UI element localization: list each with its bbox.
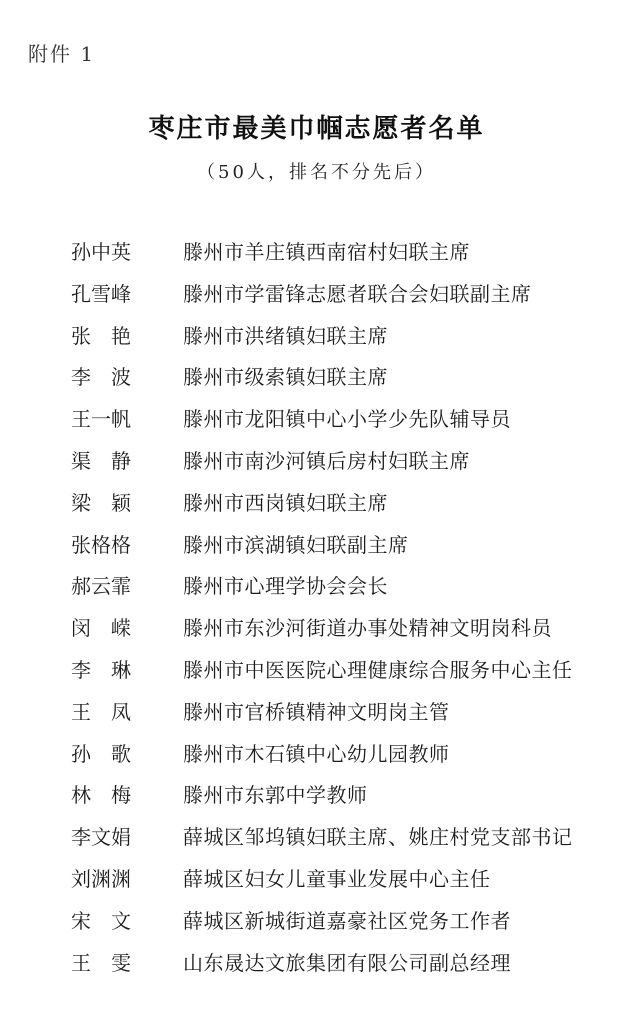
list-item — [0, 399, 633, 441]
list-item — [0, 901, 633, 943]
volunteer-name: 郝云霏 — [71, 574, 131, 599]
list-item — [0, 357, 633, 399]
attachment-label: 附件 1 — [28, 42, 96, 66]
list-item — [0, 608, 633, 650]
volunteer-name: 张艳 — [71, 323, 151, 348]
volunteer-description: 滕州市南沙河镇后房村妇联主席 — [183, 448, 470, 473]
document-subtitle: （50人，排名不分先后） — [197, 162, 436, 183]
volunteer-name: 李文娟 — [71, 825, 131, 850]
volunteer-description: 滕州市滨湖镇妇联副主席 — [183, 532, 409, 557]
list-item — [0, 232, 633, 274]
volunteer-name: 宋文 — [71, 908, 151, 933]
list-item — [0, 525, 633, 567]
volunteer-description: 滕州市东郭中学教师 — [183, 783, 368, 808]
volunteer-name: 孙歌 — [71, 741, 151, 766]
volunteer-name: 渠静 — [71, 448, 151, 473]
list-item — [0, 692, 633, 734]
volunteer-name: 梁颖 — [71, 490, 151, 515]
volunteer-description: 滕州市学雷锋志愿者联合会妇联副主席 — [183, 281, 532, 306]
list-item — [0, 566, 633, 608]
volunteer-name: 刘渊渊 — [71, 866, 131, 891]
volunteer-description: 滕州市中医医院心理健康综合服务中心主任 — [183, 657, 573, 682]
list-item — [0, 943, 633, 985]
list-item — [0, 859, 633, 901]
volunteer-name: 李琳 — [71, 657, 151, 682]
volunteer-name: 李波 — [71, 365, 151, 390]
volunteer-description: 滕州市木石镇中心幼儿园教师 — [183, 741, 450, 766]
volunteer-name: 王雯 — [71, 950, 151, 975]
volunteer-description: 山东晟达文旅集团有限公司副总经理 — [183, 950, 511, 975]
volunteer-name: 王凤 — [71, 699, 151, 724]
volunteer-name: 孙中英 — [71, 240, 131, 264]
volunteer-description: 滕州市东沙河街道办事处精神文明岗科员 — [183, 616, 552, 641]
volunteer-list — [0, 232, 633, 984]
volunteer-name: 王一帆 — [71, 407, 131, 432]
volunteer-description: 滕州市洪绪镇妇联主席 — [183, 323, 388, 348]
volunteer-name: 闵嵘 — [71, 616, 151, 641]
list-item — [0, 734, 633, 776]
volunteer-description: 滕州市羊庄镇西南宿村妇联主席 — [183, 240, 470, 264]
list-item — [0, 316, 633, 358]
list-item — [0, 775, 633, 817]
volunteer-description: 薛城区邹坞镇妇联主席、姚庄村党支部书记 — [183, 825, 573, 850]
volunteer-name: 孔雪峰 — [71, 281, 131, 306]
list-item — [0, 274, 633, 316]
document-title: 枣庄市最美巾帼志愿者名单 — [148, 114, 485, 144]
list-item — [0, 650, 633, 692]
volunteer-description: 滕州市级索镇妇联主席 — [183, 365, 388, 390]
volunteer-description: 薛城区妇女儿童事业发展中心主任 — [183, 866, 491, 891]
list-item — [0, 817, 633, 859]
volunteer-name: 张格格 — [71, 532, 131, 557]
volunteer-description: 滕州市西岗镇妇联主席 — [183, 490, 388, 515]
volunteer-description: 滕州市龙阳镇中心小学少先队辅导员 — [183, 407, 511, 432]
list-item — [0, 483, 633, 525]
volunteer-name: 林梅 — [71, 783, 151, 808]
volunteer-description: 滕州市官桥镇精神文明岗主管 — [183, 699, 450, 724]
volunteer-description: 滕州市心理学协会会长 — [183, 574, 388, 599]
list-item — [0, 441, 633, 483]
volunteer-description: 薛城区新城街道嘉豪社区党务工作者 — [183, 908, 511, 933]
